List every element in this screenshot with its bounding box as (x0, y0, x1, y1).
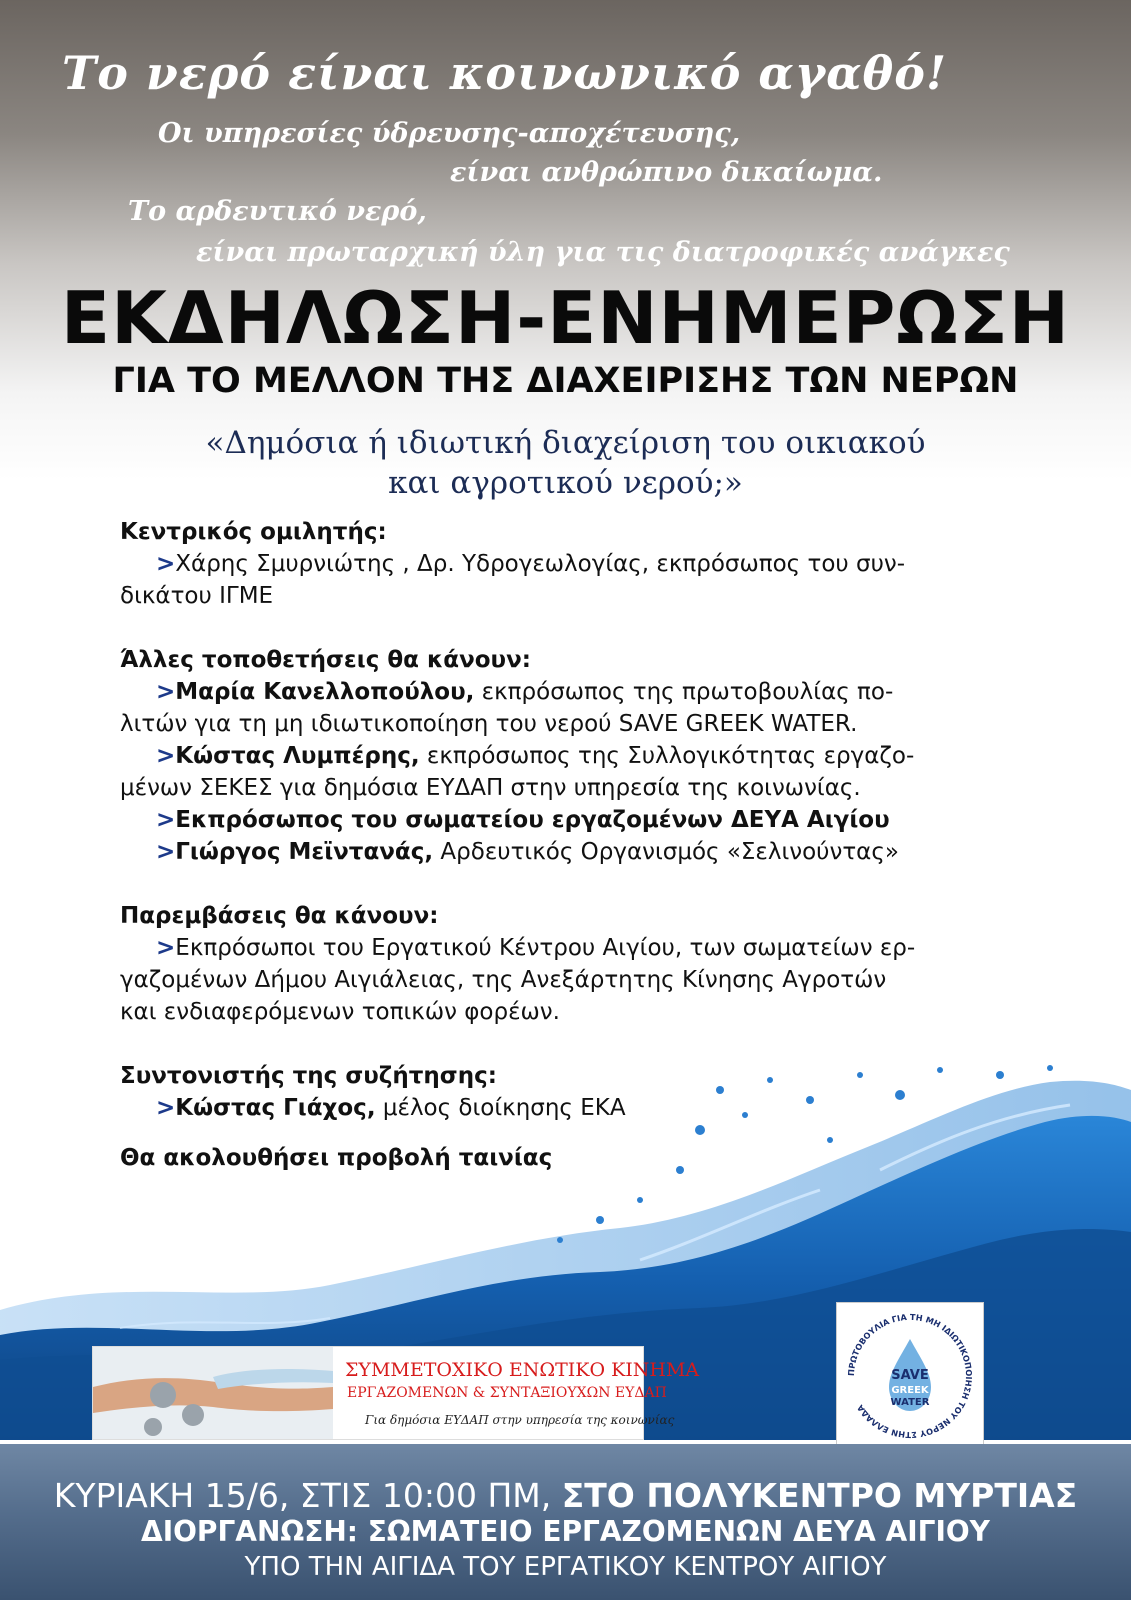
slogan-line-4: Το αρδευτικό νερό, (128, 196, 427, 227)
event-question (0, 423, 1131, 503)
speaker-1-line-2: λιτών για τη μη ιδιωτικοποίηση του νερού SAVE GREEK WATER. (120, 711, 858, 737)
question-line-1: «Δημόσια ή ιδιωτική διαχείριση του οικιακού (205, 425, 926, 461)
interventions-line-1 (120, 932, 1020, 964)
speaker-1-text: εκπρόσωπος της πρωτοβουλίας πο- (474, 679, 894, 705)
keynote-heading: Κεντρικός ομιλητής: (120, 519, 387, 545)
sgw-word-save: SAVE (891, 1368, 929, 1383)
event-venue: ΣΤΟ ΠΟΛΥΚΕΝΤΡΟ ΜΥΡΤΙΑΣ (561, 1476, 1078, 1515)
speaker-1 (120, 676, 1020, 708)
event-headline: ΕΚΔΗΛΩΣΗ-ΕΝΗΜΕΡΩΣΗ (60, 276, 1071, 360)
event-date-time: ΚΥΡΙΑΚΗ 15/6, ΣΤΙΣ 10:00 ΠΜ, (53, 1476, 562, 1515)
speaker-4 (120, 836, 1020, 868)
keynote-speaker-line-1 (120, 548, 1020, 580)
slogan-line-3: είναι ανθρώπινο δικαίωμα. (450, 157, 883, 188)
speaker-3 (120, 804, 1020, 836)
bullet-arrow: > (156, 935, 176, 961)
save-greek-water-emblem (837, 1303, 983, 1449)
save-greek-water-logo (836, 1302, 984, 1450)
bullet-arrow: > (156, 551, 176, 577)
interventions-text: Εκπρόσωποι του Εργατικού Κέντρου Αιγίου, των σωματείων ερ- (175, 935, 916, 961)
interventions-line-2: γαζομένων Δήμου Αιγιάλειας, της Ανεξάρτητης Κίνησης Αγροτών (120, 967, 887, 993)
speaker-2-name: Κώστας Λυμπέρης, (175, 743, 420, 769)
interventions-heading: Παρεμβάσεις θα κάνουν: (120, 903, 439, 929)
event-organizer: ΔΙΟΡΓΑΝΩΣΗ: ΣΩΜΑΤΕΙΟ ΕΡΓΑΖΟΜΕΝΩΝ ΔΕΥΑ ΑΙΓΙΟΥ (141, 1515, 990, 1548)
moderator-heading: Συντονιστής της συζήτησης: (120, 1063, 497, 1089)
keynote-speaker-text: Χάρης Σμυρνιώτης , Δρ. Υδρογεωλογίας, εκπρόσωπος του συν- (175, 551, 906, 577)
bullet-arrow: > (156, 679, 176, 705)
sgw-word-water: WATER (890, 1397, 930, 1408)
handshake-water-icon (93, 1347, 333, 1439)
other-speakers-heading: Άλλες τοποθετήσεις θα κάνουν: (120, 647, 531, 673)
question-line-2: και αγροτικού νερού;» (388, 465, 743, 501)
slogan-line-1: Το νερό είναι κοινωνικό αγαθό! (62, 46, 948, 100)
event-subheadline: ΓΙΑ ΤΟ ΜΕΛΛΟΝ ΤΗΣ ΔΙΑΧΕΙΡΙΣΗΣ ΤΩΝ ΝΕΡΩΝ (112, 361, 1019, 401)
sgw-word-greek: GREEK (891, 1385, 929, 1396)
sgw-ring-text: ΠΡΩΤΟΒΟΥΛΙΑ ΓΙΑ ΤΗ ΜΗ ΙΔΙΩΤΙΚΟΠΟΙΗΣΗ ΤΟΥ ΝΕΡΟΥ ΣΤΗΝ ΕΛΛΑΔΑ (845, 1311, 975, 1441)
moderator-name: Κώστας Γιάχος, (175, 1095, 376, 1121)
speaker-4-name: Γιώργος Μεϊντανάς, (175, 839, 434, 865)
moderator-text: μέλος διοίκησης ΕΚΑ (375, 1095, 626, 1121)
moderator-line (120, 1092, 1020, 1124)
seke-eydap-logo (92, 1346, 700, 1440)
event-date-venue (0, 1476, 1131, 1515)
bullet-arrow: > (156, 839, 176, 865)
speaker-2 (120, 740, 1020, 772)
speaker-1-name: Μαρία Κανελλοπούλου, (175, 679, 475, 705)
film-screening-note: Θα ακολουθήσει προβολή ταινίας (120, 1145, 553, 1171)
interventions-line-3: και ενδιαφερόμενων τοπικών φορέων. (120, 999, 560, 1025)
event-program (120, 516, 1020, 1174)
slogan-line-5: είναι πρωταρχική ύλη για τις διατροφικές ανάγκες (196, 237, 1010, 268)
seke-logo-tagline: Για δημόσια ΕΥΔΑΠ στην υπηρεσία της κοινωνίας (365, 1413, 675, 1427)
speaker-2-text: εκπρόσωπος της Συλλογικότητας εργαζο- (419, 743, 915, 769)
keynote-speaker-line-2: δικάτου ΙΓΜΕ (120, 583, 274, 609)
speaker-2-line-2: μένων ΣΕΚΕΣ για δημόσια ΕΥΔΑΠ στην υπηρεσία της κοινωνίας. (120, 775, 861, 801)
speaker-3-name: Εκπρόσωπος του σωματείου εργαζομένων ΔΕΥΑ Αιγίου (175, 807, 890, 833)
seke-logo-subtitle: ΕΡΓΑΖΟΜΕΝΩΝ & ΣΥΝΤΑΞΙΟΥΧΩΝ ΕΥΔΑΠ (347, 1385, 667, 1401)
event-patronage: ΥΠΟ ΤΗΝ ΑΙΓΙΔΑ ΤΟΥ ΕΡΓΑΤΙΚΟΥ ΚΕΝΤΡΟΥ ΑΙΓΙΟΥ (244, 1552, 887, 1582)
slogan-line-2: Οι υπηρεσίες ύδρευσης-αποχέτευσης, (158, 118, 741, 149)
seke-logo-title: ΣΥΜΜΕΤΟΧΙΚΟ ΕΝΩΤΙΚΟ ΚΙΝΗΜΑ (345, 1359, 700, 1381)
bullet-arrow: > (156, 1095, 176, 1121)
speaker-4-text: Αρδευτικός Οργανισμός «Σελινούντας» (433, 839, 899, 865)
bullet-arrow: > (156, 807, 176, 833)
bullet-arrow: > (156, 743, 176, 769)
